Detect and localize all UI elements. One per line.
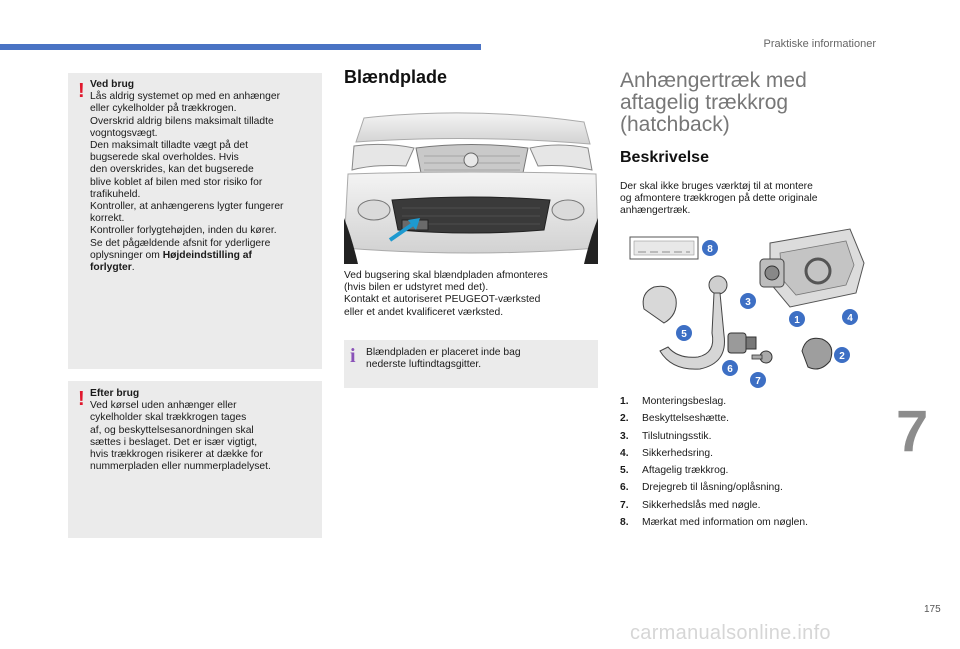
warning-text [90, 388, 320, 473]
warning-line: Ved kørsel uden anhænger eller [90, 400, 237, 412]
info-line: nederste luftindtagsgitter. [366, 359, 482, 371]
list-item-number: 7. [620, 499, 629, 511]
list-item-label: Aftagelig trækkrog. [642, 465, 729, 477]
blaendplade-text [344, 270, 598, 319]
warning-line: Overskrid aldrig bilens maksimalt tilladte [90, 115, 274, 127]
callout-8: 8 [707, 244, 713, 255]
list-item-label: Beskyttelseshætte. [642, 413, 729, 425]
list-item-number: 5. [620, 465, 629, 477]
list-item [620, 393, 870, 410]
header-accent-bar [0, 44, 481, 50]
warning-line: eller cykelholder på trækkrogen. [90, 103, 237, 115]
callout-1: 1 [794, 315, 800, 326]
towbar-svg [620, 223, 873, 389]
paragraph-line: anhængertræk. [620, 205, 691, 217]
paragraph-line: eller et andet kvalificeret værksted. [344, 306, 504, 318]
warning-line [90, 250, 320, 262]
warning-line-prefix: oplysninger om [90, 249, 163, 261]
section-title: Praktiske informationer [763, 38, 876, 50]
warning-line: korrekt. [90, 213, 125, 225]
title-line: Anhængertræk med [620, 69, 807, 92]
car-front-svg [344, 108, 598, 264]
warning-line: Den maksimalt tilladte vægt på det [90, 140, 248, 152]
list-item-number: 8. [620, 517, 629, 529]
list-item-number: 4. [620, 447, 629, 459]
warning-line: Lås aldrig systemet op med en anhænger [90, 91, 281, 103]
warning-icon: ! [78, 80, 85, 102]
warning-link-text: Højdeindstilling af [162, 249, 252, 261]
parts-list [620, 393, 870, 531]
list-item-label: Mærkat med information om nøglen. [642, 517, 808, 529]
warning-line: af, og beskyttelsesanordningen skal [90, 424, 254, 436]
list-item-number: 3. [620, 430, 629, 442]
chapter-number: 7 [896, 399, 929, 464]
callout-2: 2 [839, 351, 845, 362]
warning-link-text-end: forlygter [90, 262, 132, 274]
list-item [620, 479, 870, 496]
list-item [620, 445, 870, 462]
paragraph-line: og afmontere trækkrogen på dette originale [620, 193, 818, 205]
warning-line: vogntogsvægt. [90, 127, 158, 139]
list-item-label: Sikkerhedslås med nøgle. [642, 499, 761, 511]
paragraph-line: Kontakt et autoriseret PEUGEOT-værksted [344, 294, 541, 306]
callout-7: 7 [755, 376, 761, 387]
beskrivelse-heading: Beskrivelse [620, 149, 709, 166]
list-item [620, 497, 870, 514]
warning-box-after-use [68, 381, 322, 538]
paragraph-line: Der skal ikke bruges værktøj til at montere [620, 181, 813, 192]
callout-6: 6 [727, 364, 733, 375]
watermark: carmanualsonline.info [630, 622, 831, 644]
car-front-illustration [344, 108, 598, 264]
title-line: (hatchback) [620, 113, 730, 136]
warning-line: nummerpladen eller nummerpladelyset. [90, 461, 271, 473]
list-item [620, 514, 870, 531]
warning-title: Efter brug [90, 388, 140, 399]
towbar-diagram [620, 223, 873, 389]
info-text [366, 347, 594, 371]
warning-title: Ved brug [90, 79, 135, 90]
warning-line: den overskrides, kan det bugserede [90, 164, 254, 176]
paragraph-line: (hvis bilen er udstyret med det). [344, 282, 489, 294]
warning-line: Kontroller, at anhængerens lygter fungerer [90, 201, 284, 213]
title-line: aftagelig trækkrog [620, 91, 789, 114]
list-item [620, 462, 870, 479]
warning-line: Kontroller forlygtehøjden, inden du kører. [90, 225, 277, 237]
blaendplade-heading: Blændplade [344, 67, 448, 87]
list-item-label: Sikkerhedsring. [642, 447, 713, 459]
warning-line: sættes i beslaget. Det er især vigtigt, [90, 436, 258, 448]
anhaenger-title [620, 70, 860, 136]
callout-3: 3 [745, 297, 751, 308]
list-item [620, 410, 870, 427]
warning-line: cykelholder skal trækkrogen tages [90, 412, 247, 424]
list-item [620, 428, 870, 445]
warning-line: blive koblet af bilen med stor risiko for [90, 176, 263, 188]
warning-icon: ! [78, 388, 85, 410]
list-item-label: Monteringsbeslag. [642, 396, 727, 407]
list-item-number: 1. [620, 396, 629, 407]
info-icon: i [350, 345, 356, 367]
warning-line [90, 262, 320, 274]
anhaenger-intro [620, 181, 860, 218]
warning-box-usage [68, 73, 322, 369]
list-item-label: Drejegreb til låsning/oplåsning. [642, 482, 783, 494]
warning-line: Se det pågældende afsnit for yderligere [90, 237, 271, 249]
callout-5: 5 [681, 329, 687, 340]
warning-text [90, 79, 320, 274]
list-item-label: Tilslutningsstik. [642, 430, 712, 442]
page-number: 175 [924, 604, 941, 615]
info-box [344, 340, 598, 388]
list-item-number: 6. [620, 482, 629, 494]
paragraph-line: Ved bugsering skal blændpladen afmonteres [344, 270, 548, 281]
info-line: Blændpladen er placeret inde bag [366, 347, 521, 358]
list-item-number: 2. [620, 413, 629, 425]
warning-line-suffix: . [131, 262, 135, 274]
callout-4: 4 [847, 313, 853, 324]
warning-line: trafikuheld. [90, 188, 141, 200]
warning-line: hvis trækkrogen risikerer at dække for [90, 449, 263, 461]
warning-line: bugserede skal overholdes. Hvis [90, 152, 239, 164]
